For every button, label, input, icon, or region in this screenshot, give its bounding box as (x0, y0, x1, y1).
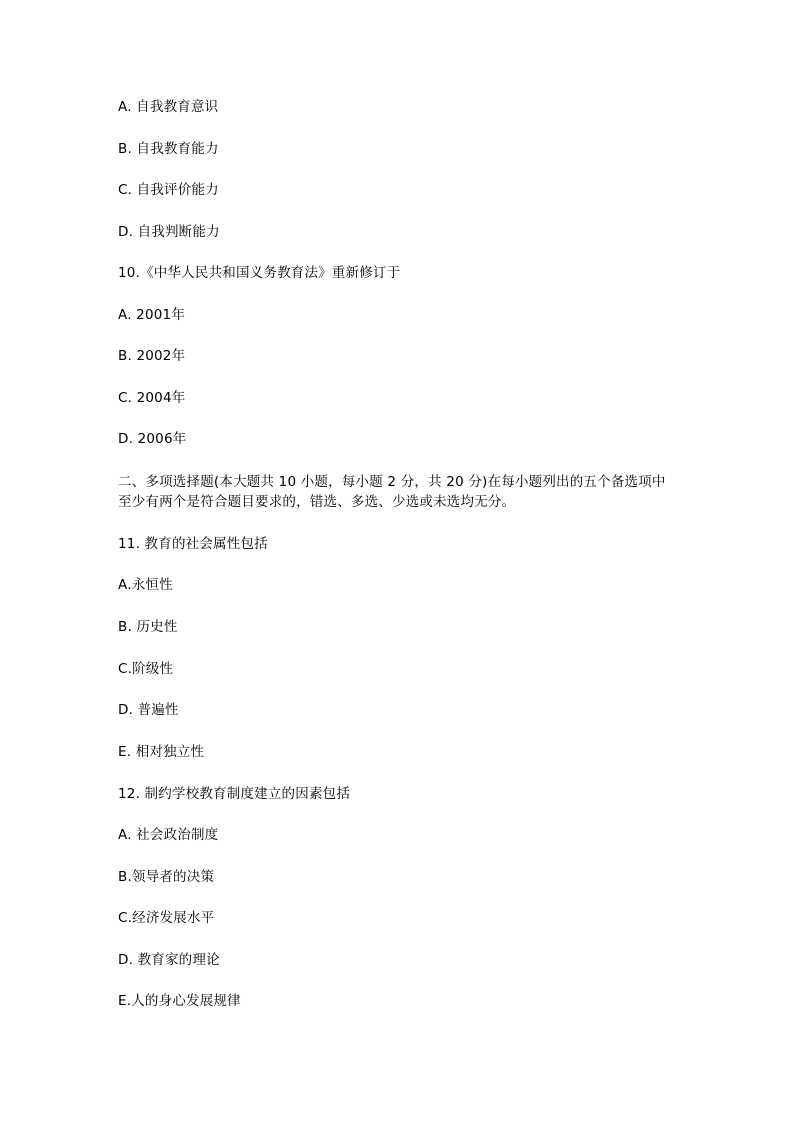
q11-question: 11. 教育的社会属性包括 (118, 536, 268, 552)
q9-option-c: C. 自我评价能力 (118, 182, 219, 198)
q10-option-c: C. 2004年 (118, 390, 186, 406)
q10-question: 10.《中华人民共和国义务教育法》重新修订于 (118, 265, 401, 281)
q12-option-c: C.经济发展水平 (118, 910, 215, 926)
section-heading-line2: 至少有两个是符合题目要求的，错选、多选、少选或未选均无分。 (118, 494, 516, 510)
q11-option-a: A.永恒性 (118, 577, 173, 593)
q9-option-a: A. 自我教育意识 (118, 99, 219, 115)
q12-option-a: A. 社会政治制度 (118, 827, 219, 843)
q11-option-b: B. 历史性 (118, 619, 178, 635)
q11-option-c: C.阶级性 (118, 661, 174, 677)
q11-option-e: E. 相对独立性 (118, 744, 205, 760)
q10-option-b: B. 2002年 (118, 348, 186, 364)
q12-option-d: D. 教育家的理论 (118, 952, 220, 968)
q12-option-b: B.领导者的决策 (118, 869, 215, 885)
q10-option-d: D. 2006年 (118, 431, 187, 447)
section-heading-line1: 二、多项选择题(本大题共 10 小题，每小题 2 分，共 20 分)在每小题列出的五个备选项中 (118, 474, 666, 490)
q12-question: 12. 制约学校教育制度建立的因素包括 (118, 786, 351, 802)
q11-option-d: D. 普遍性 (118, 702, 179, 718)
q10-option-a: A. 2001年 (118, 307, 186, 323)
q12-option-e: E.人的身心发展规律 (118, 993, 241, 1009)
q9-option-b: B. 自我教育能力 (118, 141, 219, 157)
q9-option-d: D. 自我判断能力 (118, 224, 220, 240)
